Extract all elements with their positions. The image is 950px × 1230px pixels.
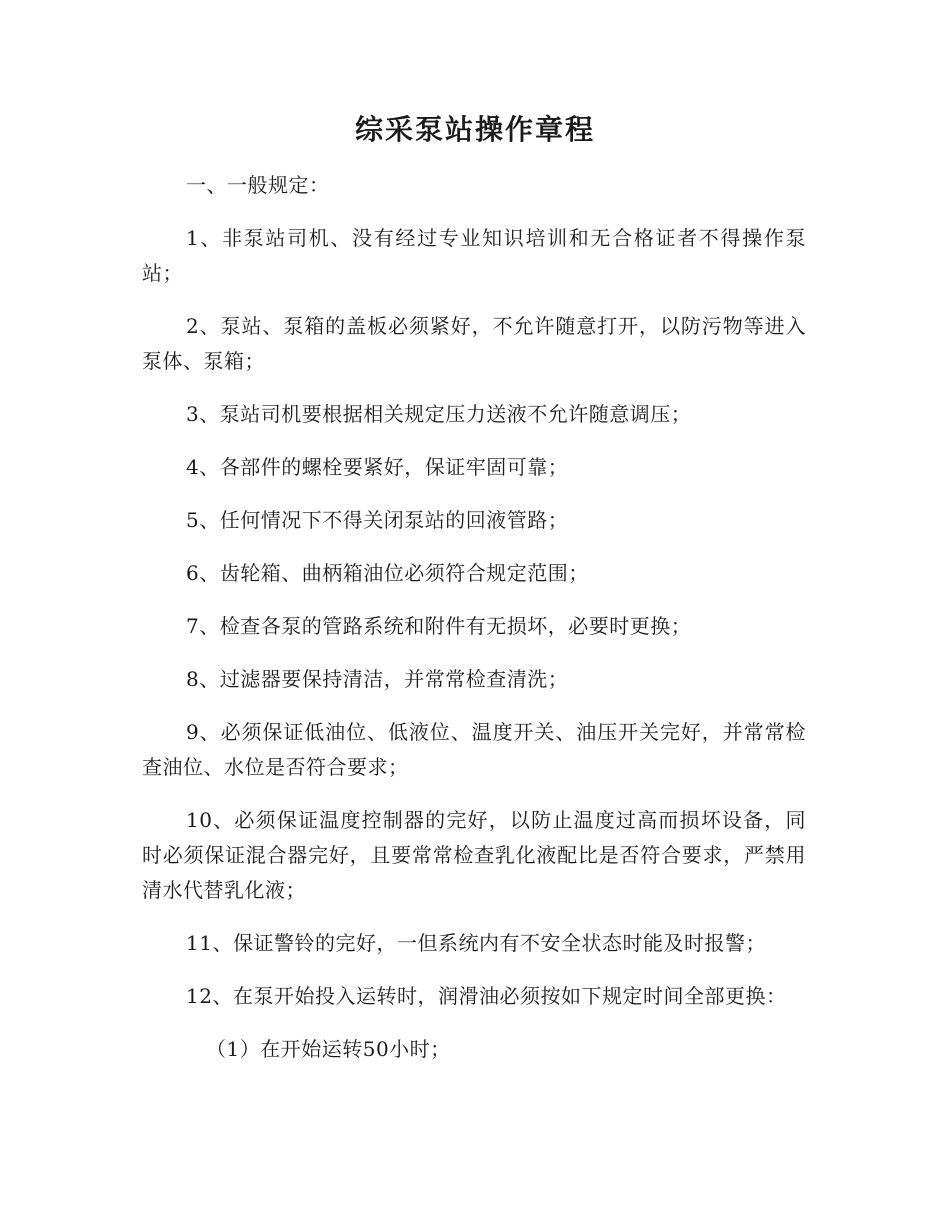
- rule-item-6: 6、齿轮箱、曲柄箱油位必须符合规定范围；: [186, 561, 589, 585]
- rule-item-10: 10、必须保证温度控制器的完好，以防止温度过高而损坏设备，同时必须保证混合器完好，且要常常检查乳化液配比是否符合要求，严禁用清水代替乳化液；: [142, 808, 806, 902]
- rule-item-12: 12、在泵开始投入运转时，润滑油必须按如下规定时间全部更换：: [186, 984, 787, 1008]
- rule-item-4: 4、各部件的螺栓要紧好，保证牢固可靠；: [186, 455, 569, 479]
- rule-item-3: 3、泵站司机要根据相关规定压力送液不允许随意调压；: [186, 402, 692, 426]
- rule-item-1: 1、非泵站司机、没有经过专业知识培训和无合格证者不得操作泵站；: [142, 226, 806, 285]
- document-body: [142, 168, 806, 1085]
- rule-item-5: 5、任何情况下不得关闭泵站的回液管路；: [186, 508, 569, 532]
- rule-item-11: 11、保证警铃的完好，一但系统内有不安全状态时能及时报警；: [186, 931, 766, 955]
- document-title: 综采泵站操作章程: [354, 113, 595, 146]
- rule-item-7: 7、检查各泵的管路系统和附件有无损坏，必要时更换；: [186, 614, 692, 638]
- rule-subitem-1: （1）在开始运转50小时；: [206, 1037, 451, 1061]
- section-heading: 一、一般规定：: [186, 173, 330, 197]
- rule-item-9: 9、必须保证低油位、低液位、温度开关、油压开关完好，并常常检查油位、水位是否符合要求；: [142, 720, 806, 779]
- rule-item-2: 2、泵站、泵箱的盖板必须紧好，不允许随意打开，以防污物等进入泵体、泵箱；: [142, 314, 806, 373]
- rule-item-8: 8、过滤器要保持清洁，并常常检查清洗；: [186, 667, 569, 691]
